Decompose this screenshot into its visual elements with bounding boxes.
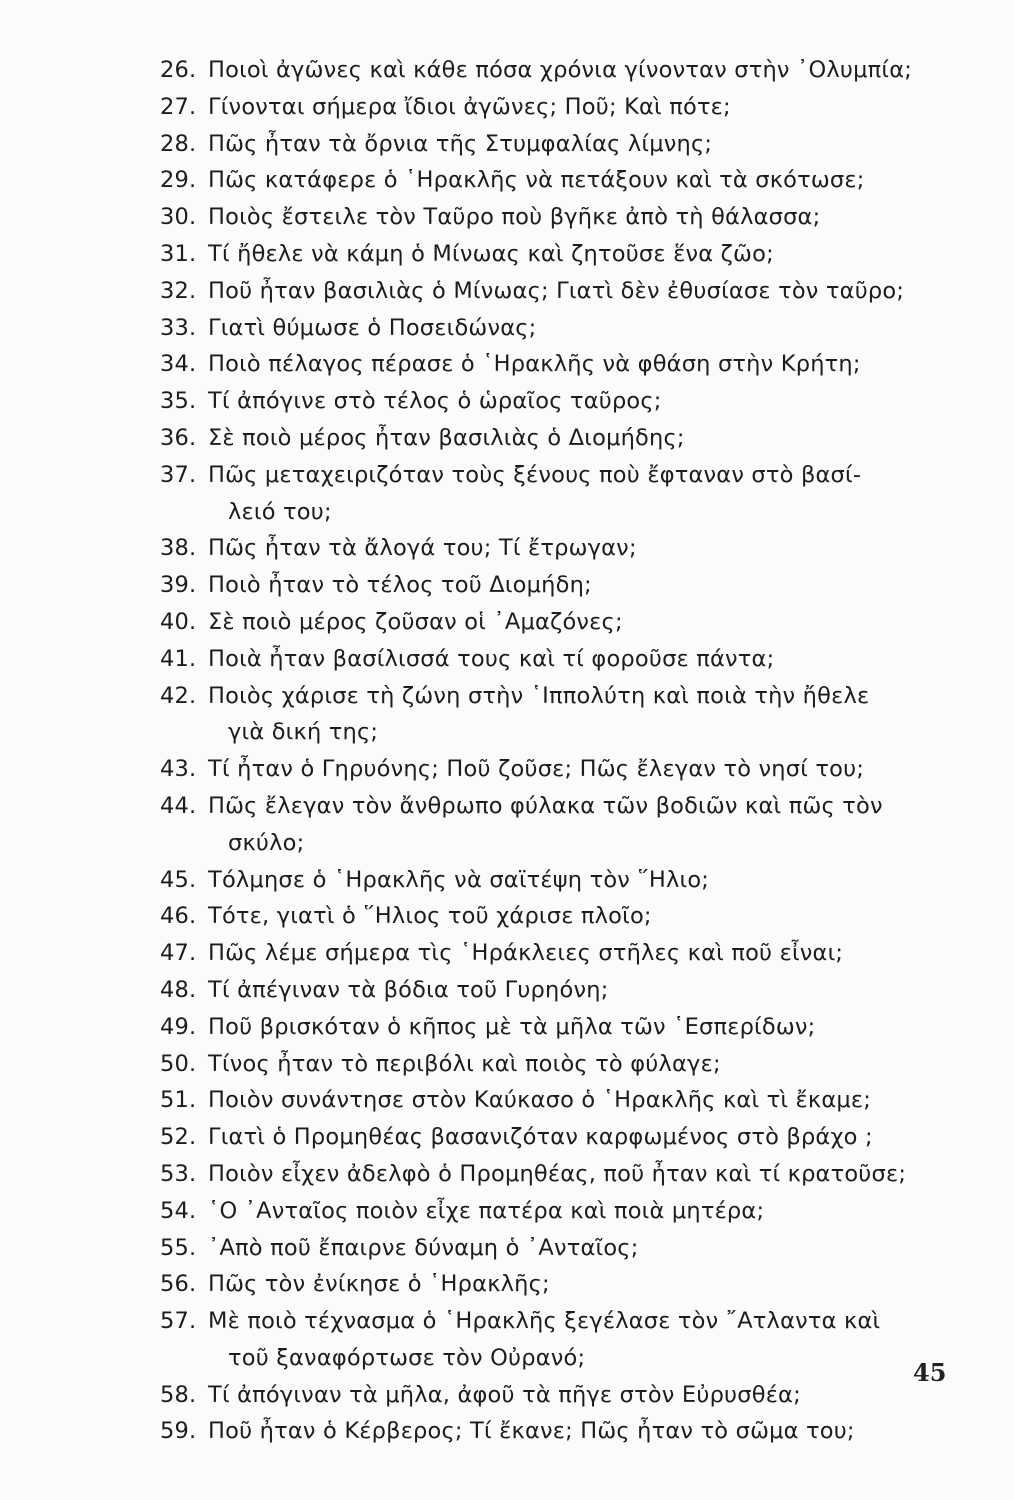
question-item [160, 273, 960, 310]
question-text-continuation: λειό του; [228, 498, 332, 525]
question-number: 28. [160, 130, 197, 157]
question-number: 43. [160, 756, 197, 783]
question-number: 46. [160, 903, 197, 930]
question-number: 50. [160, 1050, 197, 1077]
question-item [160, 751, 960, 788]
question-number: 26. [160, 57, 197, 83]
page-number: 45 [913, 1358, 947, 1387]
question-text: Πῶς ἦταν τὰ ὄρνια τῆς Στυμφαλίας λίμνης; [208, 130, 713, 157]
question-number: 41. [160, 645, 197, 672]
question-number: 38. [160, 535, 197, 562]
question-item [160, 346, 960, 383]
question-item [160, 678, 960, 752]
question-text: Τί ἦταν ὁ Γηρυόνης; Ποῦ ζοῦσε; Πῶς ἔλεγαν τὸ νησί του; [208, 756, 865, 783]
question-item [160, 383, 960, 420]
question-number: 52. [160, 1124, 197, 1151]
question-item [160, 236, 960, 273]
question-item [160, 89, 960, 126]
question-item [160, 162, 960, 199]
question-text-continuation: σκύλο; [228, 829, 305, 856]
question-item [160, 1266, 960, 1303]
question-text: Τότε, γιατὶ ὁ ῞Ηλιος τοῦ χάρισε πλοῖο; [208, 903, 652, 930]
question-number: 33. [160, 314, 197, 341]
question-item [160, 972, 960, 1009]
question-number: 57. [160, 1308, 197, 1335]
question-item [160, 1009, 960, 1046]
question-item [160, 457, 960, 531]
question-text: Τίνος ἦταν τὸ περιβόλι καὶ ποιὸς τὸ φύλαγε; [208, 1050, 721, 1077]
question-number: 51. [160, 1087, 197, 1114]
question-number: 45. [160, 866, 197, 893]
question-item [160, 567, 960, 604]
question-number: 35. [160, 388, 197, 415]
question-text: ῾Ο ᾿Ανταῖος ποιὸν εἶχε πατέρα καὶ ποιὰ μητέρα; [208, 1197, 765, 1224]
question-text: Τί ἤθελε νὰ κάμη ὁ Μίνωας καὶ ζητοῦσε ἕνα ζῶο; [208, 240, 774, 267]
question-number: 32. [160, 277, 197, 304]
question-number: 49. [160, 1013, 197, 1040]
question-number: 47. [160, 940, 197, 967]
question-number: 44. [160, 792, 197, 819]
question-item [160, 1230, 960, 1267]
question-item [160, 1413, 960, 1450]
question-item [160, 604, 960, 641]
question-number: 34. [160, 351, 197, 378]
question-text: Ποῦ ἦταν ὁ Κέρβερος; Τί ἔκανε; Πῶς ἦταν τὸ σῶμα του; [208, 1418, 855, 1445]
question-text: Γίνονται σήμερα ἴδιοι ἀγῶνες; Ποῦ; Καὶ πότε; [208, 93, 731, 120]
question-item [160, 1377, 960, 1414]
question-text: Τί ἀπόγιναν τὰ μῆλα, ἀφοῦ τὰ πῆγε στὸν Εὐρυσθέα; [208, 1381, 801, 1408]
question-text: Ποιὸ ἦταν τὸ τέλος τοῦ Διομήδη; [208, 572, 592, 599]
question-text: ᾿Απὸ ποῦ ἔπαιρνε δύναμη ὁ ᾿Ανταῖος; [208, 1234, 639, 1261]
question-text: Τόλμησε ὁ ῾Ηρακλῆς νὰ σαϊτέψη τὸν ῞Ηλιο; [208, 866, 710, 893]
question-text: Πῶς λέμε σήμερα τὶς ῾Ηράκλειες στῆλες καὶ ποῦ εἶναι; [208, 940, 844, 967]
question-item [160, 310, 960, 347]
question-item [160, 788, 960, 862]
question-text: Πῶς ἔλεγαν τὸν ἄνθρωπο φύλακα τῶν βοδιῶν καὶ πῶς τὸν [208, 792, 883, 819]
question-item [160, 199, 960, 236]
question-item [160, 1119, 960, 1156]
question-text: Τί ἀπέγιναν τὰ βόδια τοῦ Γυρηόνη; [208, 976, 609, 1003]
question-item [160, 1046, 960, 1083]
question-text: Ποιὸς χάρισε τὴ ζώνη στὴν ῾Ιππολύτη καὶ ποιὰ τὴν ἤθελε [208, 682, 870, 709]
question-item [160, 52, 960, 89]
question-number: 37. [160, 461, 197, 488]
question-text: Ποιοὶ ἀγῶνες καὶ κάθε πόσα χρόνια γίνονταν στὴν ᾿Ολυμπία; [208, 57, 912, 83]
question-text: Ποῦ ἦταν βασιλιὰς ὁ Μίνωας; Γιατὶ δὲν ἐθυσίασε τὸν ταῦρο; [208, 277, 905, 304]
question-number: 29. [160, 167, 197, 194]
question-item [160, 1156, 960, 1193]
question-item [160, 862, 960, 899]
question-text: Πῶς μεταχειριζόταν τοὺς ξένους ποὺ ἔφταναν στὸ βασί- [208, 461, 862, 488]
question-text: Γιατὶ θύμωσε ὁ Ποσειδώνας; [208, 314, 537, 341]
question-item [160, 530, 960, 567]
question-number: 59. [160, 1418, 197, 1445]
question-number: 39. [160, 572, 197, 599]
question-text: Γιατὶ ὁ Προμηθέας βασανιζόταν καρφωμένος στὸ βράχο ; [208, 1124, 873, 1151]
question-item [160, 1193, 960, 1230]
question-number: 48. [160, 976, 197, 1003]
question-item [160, 126, 960, 163]
question-number: 58. [160, 1381, 197, 1408]
question-text-continuation: τοῦ ξαναφόρτωσε τὸν Οὐρανό; [228, 1344, 586, 1371]
question-text: Πῶς τὸν ἐνίκησε ὁ ῾Ηρακλῆς; [208, 1271, 550, 1298]
question-item [160, 898, 960, 935]
question-text-continuation: γιὰ δική της; [228, 719, 379, 746]
question-number: 36. [160, 424, 197, 451]
question-item [160, 420, 960, 457]
question-number: 30. [160, 204, 197, 231]
question-number: 42. [160, 682, 197, 709]
question-text: Πῶς κατάφερε ὁ ῾Ηρακλῆς νὰ πετάξουν καὶ τὰ σκότωσε; [208, 167, 865, 194]
question-text: Ποιὸν συνάντησε στὸν Καύκασο ὁ ῾Ηρακλῆς καὶ τὶ ἔκαμε; [208, 1087, 872, 1114]
question-text: Ποιὰ ἦταν βασίλισσά τους καὶ τί φοροῦσε πάντα; [208, 645, 775, 672]
question-number: 40. [160, 608, 197, 635]
question-number: 31. [160, 240, 197, 267]
question-number: 27. [160, 93, 197, 120]
question-text: Ποιὸν εἶχεν ἀδελφὸ ὁ Προμηθέας, ποῦ ἦταν καὶ τί κρατοῦσε; [208, 1160, 907, 1187]
question-text: Ποιὸ πέλαγος πέρασε ὁ ῾Ηρακλῆς νὰ φθάση στὴν Κρήτη; [208, 351, 861, 378]
question-text: Σὲ ποιὸ μέρος ζοῦσαν οἱ ᾿Αμαζόνες; [208, 608, 623, 635]
question-text: Πῶς ἦταν τὰ ἄλογά του; Τί ἔτρωγαν; [208, 535, 637, 562]
question-item [160, 1303, 960, 1377]
question-text: Ποῦ βρισκόταν ὁ κῆπος μὲ τὰ μῆλα τῶν ῾Εσπερίδων; [208, 1013, 816, 1040]
question-item [160, 641, 960, 678]
question-number: 53. [160, 1160, 197, 1187]
question-text: Σὲ ποιὸ μέρος ἦταν βασιλιὰς ὁ Διομήδης; [208, 424, 685, 451]
question-list [160, 52, 960, 1450]
question-item [160, 935, 960, 972]
question-number: 55. [160, 1234, 197, 1261]
question-number: 54. [160, 1197, 197, 1224]
question-text: Τί ἀπόγινε στὸ τέλος ὁ ὡραῖος ταῦρος; [208, 388, 662, 415]
question-text: Ποιὸς ἔστειλε τὸν Ταῦρο ποὺ βγῆκε ἀπὸ τὴ θάλασσα; [208, 204, 821, 231]
question-item [160, 1082, 960, 1119]
question-text: Μὲ ποιὸ τέχνασμα ὁ ῾Ηρακλῆς ξεγέλασε τὸν ῎Ατλαντα καὶ [208, 1308, 881, 1335]
question-number: 56. [160, 1271, 197, 1298]
